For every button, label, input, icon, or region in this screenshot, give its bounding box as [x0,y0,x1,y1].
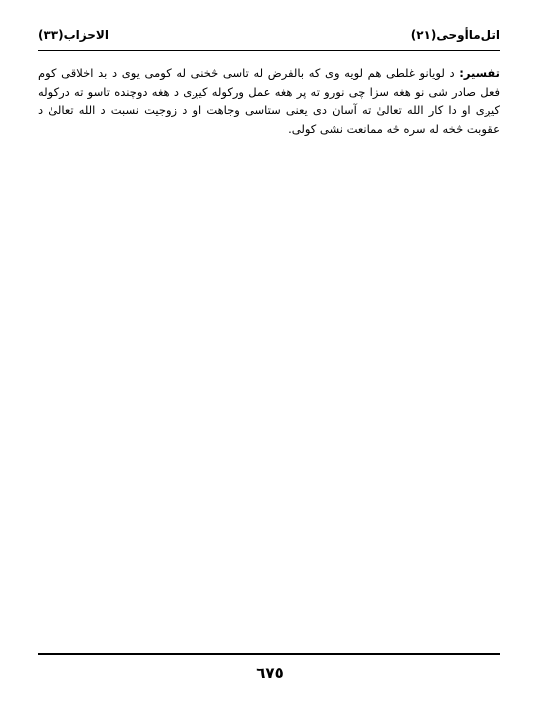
header-divider [38,50,500,51]
tafsir-text: د لویانو غلطی هم لویه وی که بالفرض له تاسی څخنی له کومی یوی د بد اخلاقی کوم فعل صادر شی نو هغه سزا چی نورو ته پر هغه عمل ورکوله کیږی د هغه دوچنده تاسو ته درکوله کیږی او دا کار الله تعالیٰ ته آسان دی یعنی ستاسی وجاهت او د زوجیت نسبت د الله تعالیٰ د عقوبت څخه له سره څه ممانعت نشی کولی. [38,66,500,136]
surah-title: الاحزاب(۳۳) [38,28,109,42]
footer-divider [38,653,500,655]
tafsir-label: تفسیر: [459,66,500,80]
tafsir-paragraph [38,64,500,138]
page-header [38,24,500,46]
page-number: ٦٧٥ [256,664,284,682]
chapter-title: اتل‌ماأوحی(۲۱) [410,28,500,42]
